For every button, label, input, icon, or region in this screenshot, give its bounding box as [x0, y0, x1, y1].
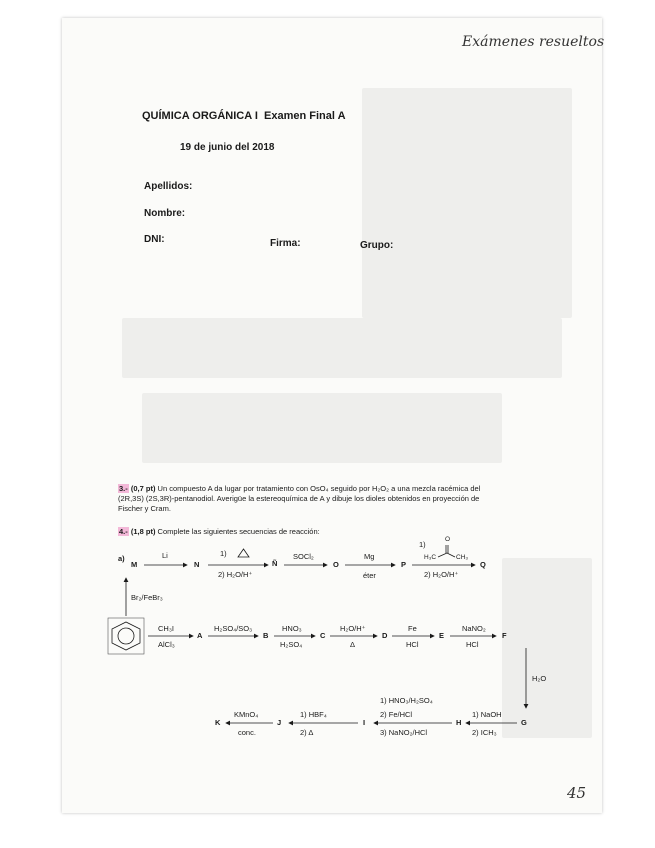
- compound-a: A: [197, 631, 203, 640]
- question-4-points: (1,8 pt): [130, 527, 156, 536]
- reagent-socl2: SOCl₂: [293, 552, 314, 561]
- compound-o: O: [333, 560, 339, 569]
- reaction-scheme: [62, 18, 605, 813]
- compound-q: Q: [480, 560, 486, 569]
- reagent-h2o-h-1: 2) H₂O/H⁺: [218, 570, 253, 579]
- reagent-br2-febr3: Br₂/FeBr₃: [131, 593, 163, 602]
- firma-label: Firma:: [270, 238, 301, 249]
- compound-n: N: [194, 560, 200, 569]
- reagent-hcl-1: HCl: [406, 640, 419, 649]
- apellidos-label: Apellidos:: [144, 181, 193, 192]
- nombre-label: Nombre:: [144, 208, 186, 219]
- reagent-fe-hcl: 2) Fe/HCl: [380, 710, 413, 719]
- part-a-label: a): [118, 554, 125, 563]
- reagent-eter: éter: [363, 571, 376, 580]
- reagent-h2so4-so3: H₂SO₄/SO₃: [214, 624, 253, 633]
- acetone-bond: [438, 553, 447, 557]
- acetone-h3c: H₃C: [424, 554, 437, 561]
- acetone-bond: [447, 553, 455, 557]
- compound-p: P: [401, 560, 407, 569]
- reagent-h2o-h-2: 2) H₂O/H⁺: [424, 570, 459, 579]
- reagent-alcl3: AlCl₃: [158, 640, 175, 649]
- reagent-h2so4: H₂SO₄: [280, 640, 303, 649]
- exam-page: [62, 18, 605, 813]
- reagent-step1: 1): [220, 549, 227, 558]
- reagent-h2o-h-3: H₂O/H⁺: [340, 624, 366, 633]
- question-3-points: (0,7 pt): [130, 484, 156, 493]
- compound-b: B: [263, 631, 269, 640]
- reagent-hcl-2: HCl: [466, 640, 479, 649]
- dni-label: DNI:: [144, 234, 165, 245]
- reagent-step1-acetone: 1): [419, 540, 426, 549]
- reagent-li: Li: [162, 551, 168, 560]
- reagent-naoh: 1) NaOH: [472, 710, 502, 719]
- handwritten-title: Exámenes resueltos: [462, 34, 605, 50]
- course-name: QUÍMICA ORGÁNICA I: [142, 110, 258, 122]
- reagent-heat-1: Δ: [350, 640, 356, 649]
- reagent-heat-2: 2) Δ: [300, 728, 314, 737]
- reagent-mg: Mg: [364, 552, 375, 561]
- acetone-ch3: CH₃: [456, 554, 469, 561]
- compound-m: M: [131, 560, 138, 569]
- question-4-text: Complete las siguientes secuencias de reacción:: [157, 527, 320, 536]
- acetone-oxygen: O: [445, 536, 451, 543]
- question-3-text-line2: (2R,3S) (2S,3R)-pentanodiol. Averigüe la estereoquímica de A y dibuje los dioles obtenidos en proyección de: [118, 494, 480, 503]
- question-4-number: 4.-: [119, 527, 128, 536]
- question-3-number: 3.-: [119, 484, 128, 493]
- compound-h: H: [456, 718, 462, 727]
- benzene-ring-circle: [118, 628, 134, 644]
- reagent-hbf4: 1) HBF₄: [300, 710, 327, 719]
- reagent-h2o: H₂O: [532, 674, 547, 683]
- compound-k: K: [215, 718, 221, 727]
- reagent-conc: conc.: [238, 728, 256, 737]
- reagent-ch3i: CH₃I: [158, 624, 174, 633]
- benzene-icon: [112, 622, 140, 650]
- compound-e: E: [439, 631, 445, 640]
- compound-d: D: [382, 631, 388, 640]
- reagent-kmno4: KMnO₄: [234, 710, 259, 719]
- reagent-fe: Fe: [408, 624, 417, 633]
- compound-j: J: [277, 718, 282, 727]
- compound-g: G: [521, 718, 527, 727]
- epoxide-icon: [238, 549, 249, 557]
- page-number: 45: [567, 784, 587, 802]
- reagent-ich3: 2) ICH₃: [472, 728, 497, 737]
- exam-name: Examen Final A: [264, 110, 346, 122]
- reagent-hno3-h2so4: 1) HNO₃/H₂SO₄: [380, 696, 433, 705]
- compound-c: C: [320, 631, 326, 640]
- benzene-box: [108, 618, 144, 654]
- grupo-label: Grupo:: [360, 240, 394, 251]
- question-3-text-line1: Un compuesto A da lugar por tratamiento con OsO₄ seguido por H₂O₂ a una mezcla racémica del: [157, 484, 481, 493]
- question-3-text-line3: Fischer y Cram.: [118, 504, 171, 513]
- compound-f: F: [502, 631, 507, 640]
- exam-date: 19 de junio del 2018: [180, 142, 275, 153]
- compound-i: I: [363, 718, 366, 727]
- reagent-nano2: NaNO₂: [462, 624, 486, 633]
- compound-ntilde: Ñ: [272, 559, 278, 568]
- reagent-hno3: HNO₃: [282, 624, 302, 633]
- reagent-nano2-hcl: 3) NaNO₂/HCl: [380, 728, 428, 737]
